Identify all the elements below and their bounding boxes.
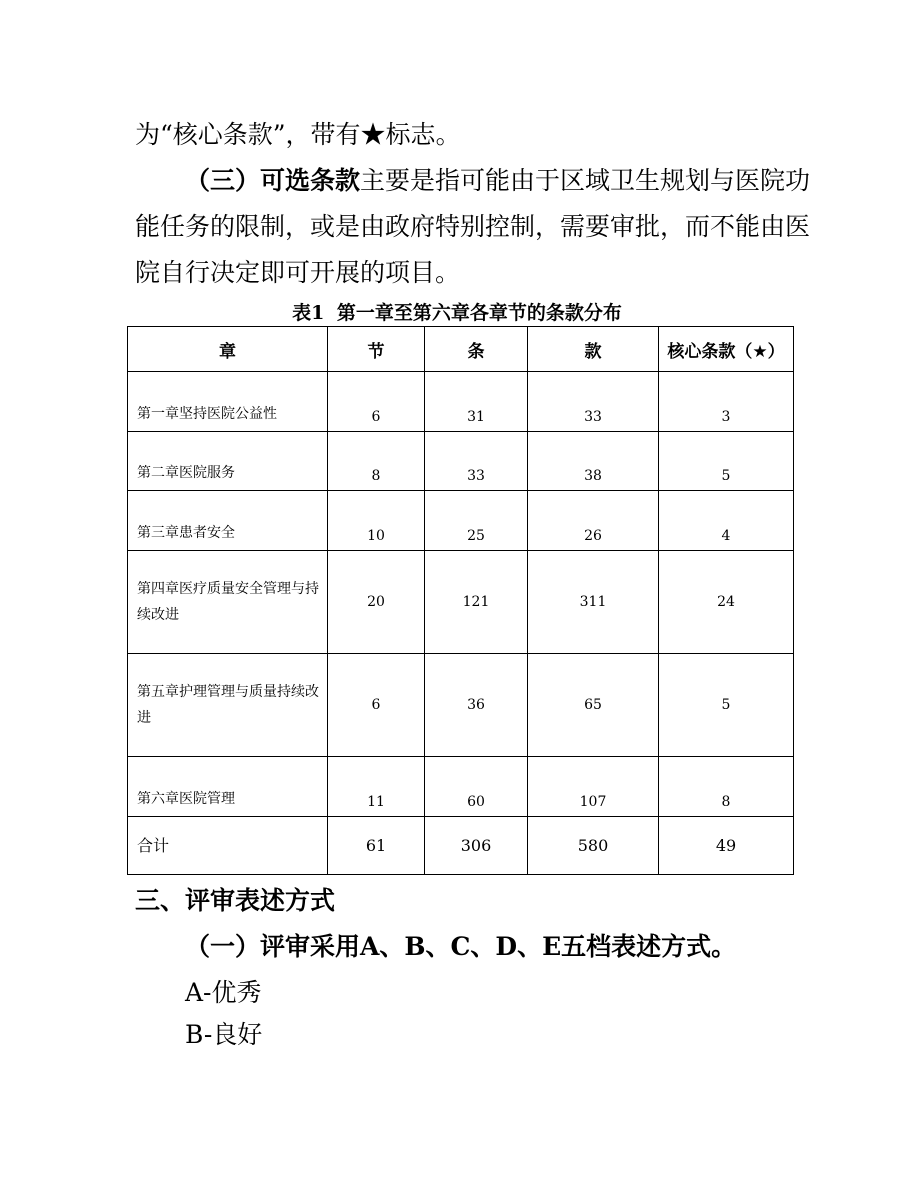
sections-cell: 8	[328, 432, 425, 491]
table-caption-label: 表1	[292, 302, 325, 324]
clauses-cell: 65	[528, 654, 659, 757]
total-core: 49	[659, 817, 794, 875]
optional-clause-heading: （三）可选条款	[185, 166, 361, 195]
core-cell: 5	[659, 432, 794, 491]
clause-distribution-table	[127, 326, 794, 875]
articles-cell: 36	[425, 654, 528, 757]
table-row	[128, 551, 794, 654]
header-chapter: 章	[128, 327, 328, 372]
chapter-cell: 第一章坚持医院公益性	[128, 372, 328, 432]
sections-cell: 11	[328, 757, 425, 817]
total-label: 合计	[128, 817, 328, 875]
intro-line-2-rest: 主要是指可能由于区域卫生规划与医院功	[360, 166, 811, 195]
clauses-cell: 26	[528, 491, 659, 551]
header-core: 核心条款（★）	[659, 327, 794, 372]
chapter-cell: 第四章医疗质量安全管理与持续改进	[128, 551, 328, 654]
articles-cell: 121	[425, 551, 528, 654]
chapter-cell: 第二章医院服务	[128, 432, 328, 491]
intro-line-2	[185, 158, 810, 204]
sections-cell: 20	[328, 551, 425, 654]
sections-cell: 6	[328, 372, 425, 432]
articles-cell: 33	[425, 432, 528, 491]
articles-cell: 25	[425, 491, 528, 551]
total-clauses: 580	[528, 817, 659, 875]
table-caption	[0, 300, 920, 326]
table-row	[128, 432, 794, 491]
articles-cell: 31	[425, 372, 528, 432]
core-cell: 3	[659, 372, 794, 432]
core-cell: 5	[659, 654, 794, 757]
core-cell: 4	[659, 491, 794, 551]
section-3-subheading: （一）评审采用A、B、C、D、E五档表述方式。	[185, 932, 737, 961]
total-sections: 61	[328, 817, 425, 875]
sections-cell: 10	[328, 491, 425, 551]
chapter-cell: 第六章医院管理	[128, 757, 328, 817]
sections-cell: 6	[328, 654, 425, 757]
clauses-cell: 311	[528, 551, 659, 654]
core-cell: 24	[659, 551, 794, 654]
section-3-heading: 三、评审表述方式	[135, 886, 336, 915]
grade-a: A-优秀	[185, 978, 262, 1007]
clauses-cell: 33	[528, 372, 659, 432]
intro-line-1: 为“核心条款”，带有★标志。	[135, 120, 461, 149]
table-total-row	[128, 817, 794, 875]
total-articles: 306	[425, 817, 528, 875]
table-header-row	[128, 327, 794, 372]
core-cell: 8	[659, 757, 794, 817]
articles-cell: 60	[425, 757, 528, 817]
intro-line-3: 能任务的限制，或是由政府特别控制，需要审批，而不能由医	[135, 212, 811, 241]
grade-b: B-良好	[185, 1020, 263, 1049]
intro-line-4: 院自行决定即可开展的项目。	[135, 258, 461, 287]
chapter-cell: 第五章护理管理与质量持续改进	[128, 654, 328, 757]
header-sections: 节	[328, 327, 425, 372]
chapter-cell: 第三章患者安全	[128, 491, 328, 551]
table-row	[128, 491, 794, 551]
header-clauses: 款	[528, 327, 659, 372]
table-row	[128, 757, 794, 817]
table-row	[128, 654, 794, 757]
table-row	[128, 372, 794, 432]
clauses-cell: 107	[528, 757, 659, 817]
clauses-cell: 38	[528, 432, 659, 491]
table-caption-text: 第一章至第六章各章节的条款分布	[336, 302, 622, 324]
header-articles: 条	[425, 327, 528, 372]
